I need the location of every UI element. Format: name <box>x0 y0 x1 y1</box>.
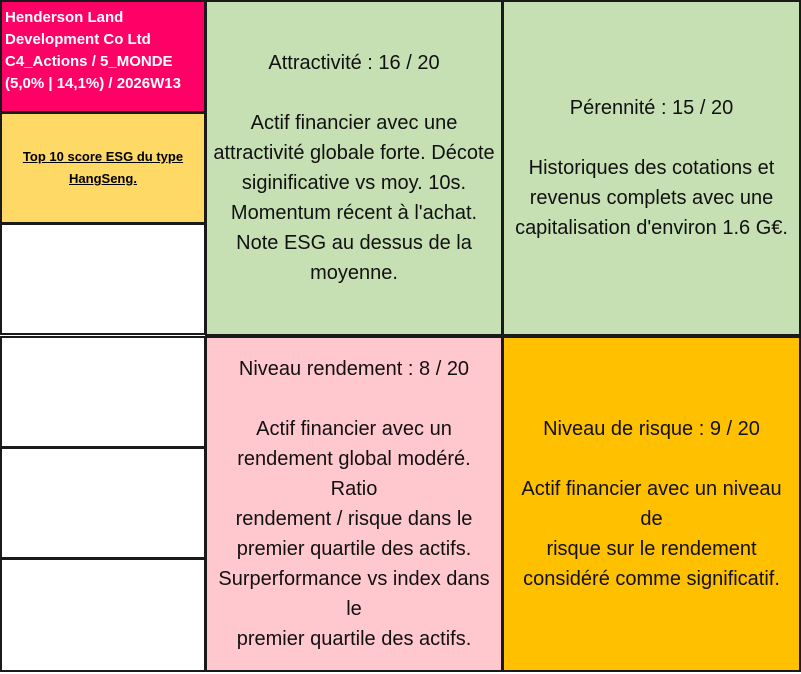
asset-category: C4_Actions / 5_MONDE <box>5 53 173 70</box>
esg-tag-text <box>23 146 183 190</box>
perennite-panel <box>502 0 801 336</box>
esg-tag <box>0 112 206 224</box>
rendement-panel <box>205 336 503 672</box>
blank-cell-3 <box>0 447 206 559</box>
risque-title: Niveau de risque : 9 / 20 <box>543 418 760 440</box>
rendement-line: premier quartile des actifs. <box>236 628 472 650</box>
attractivite-line: Note ESG au dessus de la <box>236 232 472 254</box>
asset-name-line-2: Development Co Ltd <box>5 31 151 48</box>
rendement-line: Surperformance vs index dans le <box>218 568 490 620</box>
risque-line: considéré comme significatif. <box>523 568 780 590</box>
blank-cell-2 <box>0 336 206 448</box>
esg-tag-line-1: Top 10 score ESG du type <box>22 149 184 164</box>
risque-line: Actif financier avec un niveau de <box>521 478 782 530</box>
rendement-line: rendement global modéré. Ratio <box>237 448 471 500</box>
attractivite-line: siginificative vs moy. 10s. <box>241 172 467 194</box>
perennite-line: capitalisation d'environ 1.6 G€. <box>515 217 788 239</box>
asset-name-line-1: Henderson Land <box>5 9 124 26</box>
attractivite-panel <box>205 0 503 336</box>
esg-tag-line-2: HangSeng. <box>69 171 137 186</box>
attractivite-line: moyenne. <box>310 262 398 284</box>
perennite-title: Pérennité : 15 / 20 <box>569 97 734 119</box>
blank-cell-1 <box>0 223 206 335</box>
perennite-line: Historiques des cotations et <box>528 157 775 179</box>
asset-performance-week: (5,0% | 14,1%) / 2026W13 <box>5 75 181 92</box>
attractivite-title: Attractivité : 16 / 20 <box>268 52 440 74</box>
rendement-title: Niveau rendement : 8 / 20 <box>238 358 470 380</box>
blank-cell-4 <box>0 558 206 672</box>
rendement-line: rendement / risque dans le <box>235 508 473 530</box>
attractivite-line: Actif financier avec une <box>250 112 458 134</box>
risque-line: risque sur le rendement <box>546 538 757 560</box>
asset-header <box>0 0 206 113</box>
attractivite-line: attractivité globale forte. Décote <box>213 142 495 164</box>
rendement-line: premier quartile des actifs. <box>236 538 472 560</box>
rendement-line: Actif financier avec un <box>256 418 452 440</box>
perennite-line: revenus complets avec une <box>529 187 774 209</box>
risque-panel <box>502 336 801 672</box>
attractivite-line: Momentum récent à l'achat. <box>230 202 478 224</box>
